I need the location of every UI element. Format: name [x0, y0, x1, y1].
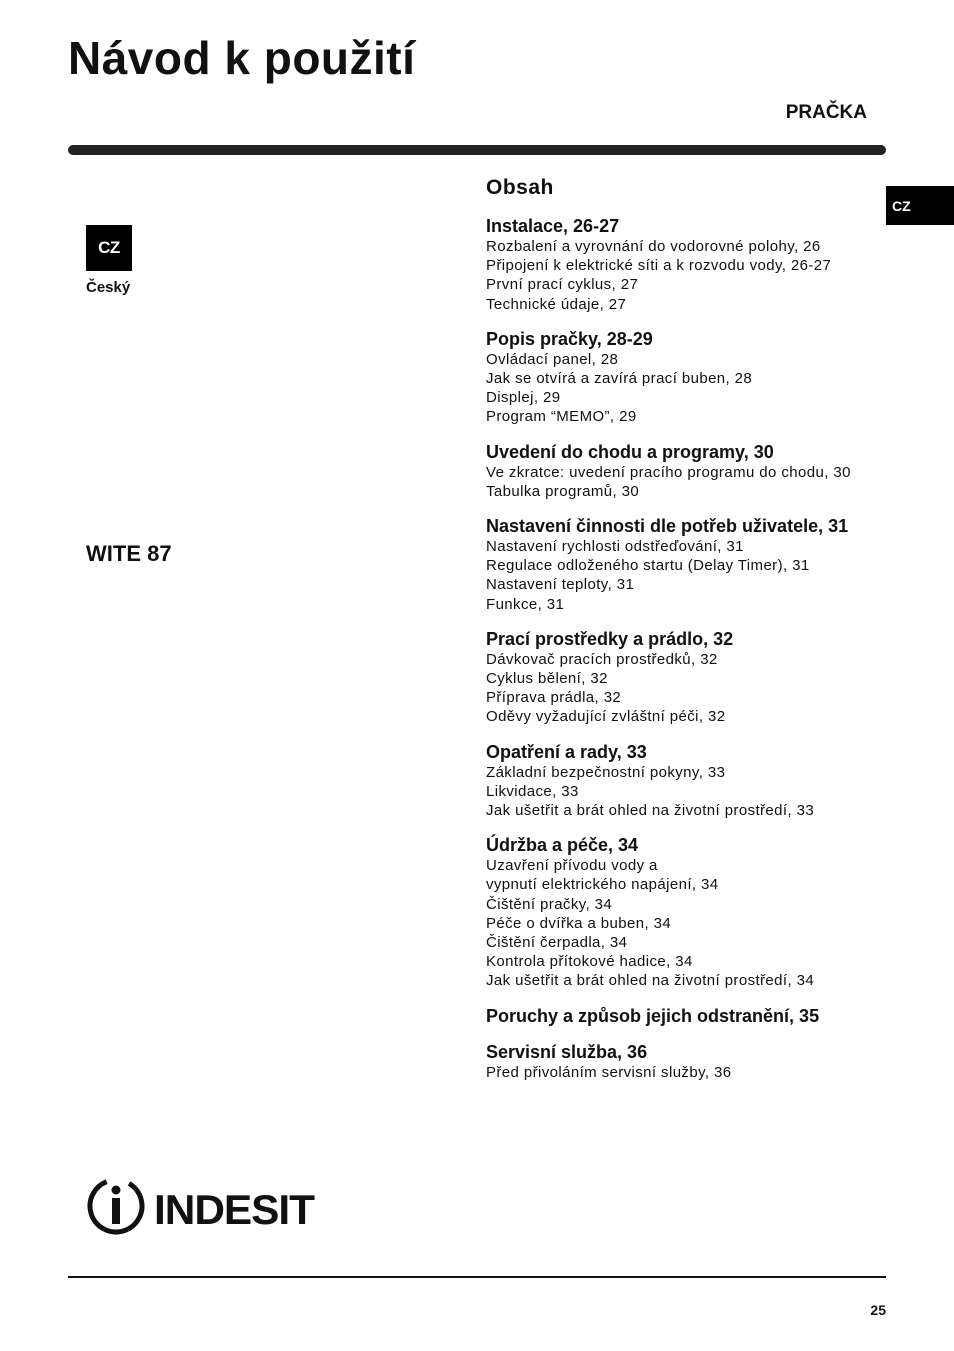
toc-item: Regulace odloženého startu (Delay Timer), 31: [486, 557, 810, 575]
toc-item: Čištění čerpadla, 34: [486, 934, 628, 952]
logo-wordmark: INDESIT: [154, 1186, 316, 1233]
toc-section-title: Nastavení činnosti dle potřeb uživatele, 31: [486, 516, 849, 537]
toc-item: Nastavení rychlosti odstřeďování, 31: [486, 538, 744, 556]
toc-item: Tabulka programů, 30: [486, 482, 640, 500]
toc-section: [486, 516, 886, 614]
table-of-contents: [486, 174, 886, 1097]
top-divider: [68, 145, 886, 155]
toc-section-title: Prací prostředky a prádlo, 32: [486, 628, 734, 649]
toc-item: Cyklus bělení, 32: [486, 670, 608, 688]
toc-section: [486, 442, 886, 501]
model-name: WITE 87: [86, 541, 172, 566]
toc-section-title: Opatření a rady, 33: [486, 741, 647, 762]
toc-item: Technické údaje, 27: [486, 295, 627, 313]
toc-item: Ovládací panel, 28: [486, 350, 619, 368]
toc-section: [486, 329, 886, 427]
toc-item: Oděvy vyžadující zvláštní péči, 32: [486, 708, 726, 726]
toc-section-title: Servisní služba, 36: [486, 1041, 648, 1062]
toc-sections: [486, 216, 886, 1082]
toc-section: [486, 1006, 886, 1027]
toc-section-title: Uvedení do chodu a programy, 30: [486, 441, 774, 462]
toc-item: Displej, 29: [486, 389, 561, 407]
language-name: Český: [86, 279, 131, 296]
toc-section: [486, 742, 886, 821]
toc-item: Funkce, 31: [486, 595, 565, 613]
toc-item: Jak ušetřit a brát ohled na životní prostředí, 34: [486, 972, 815, 990]
toc-section: [486, 629, 886, 727]
toc-item: Dávkovač pracích prostředků, 32: [486, 650, 718, 668]
toc-item: Program “MEMO”, 29: [486, 408, 637, 426]
toc-item: Čištění pračky, 34: [486, 895, 613, 913]
toc-item: Jak ušetřit a brát ohled na životní prostředí, 33: [486, 802, 815, 820]
toc-section-title: Údržba a péče, 34: [486, 835, 639, 856]
toc-section-title: Popis pračky, 28-29: [486, 328, 653, 349]
page-title: Návod k použití: [68, 32, 416, 84]
toc-item: Základní bezpečnostní pokyny, 33: [486, 763, 726, 781]
toc-item: Jak se otvírá a zavírá prací buben, 28: [486, 370, 753, 388]
toc-item: Před přivoláním servisní služby, 36: [486, 1063, 732, 1081]
toc-section: [486, 835, 886, 990]
toc-item: Rozbalení a vyrovnání do vodorovné polohy, 26: [486, 238, 821, 255]
toc-item: Nastavení teploty, 31: [486, 576, 635, 594]
toc-item: Příprava prádla, 32: [486, 689, 622, 707]
toc-section-title: Instalace, 26-27: [486, 216, 620, 236]
toc-item: Péče o dvířka a buben, 34: [486, 914, 672, 932]
language-side-tab: CZ: [886, 186, 954, 225]
toc-item: Uzavření přívodu vody a: [486, 857, 658, 875]
product-type-label: PRAČKA: [785, 102, 867, 123]
toc-section: [486, 216, 886, 314]
page-number: 25: [870, 1302, 886, 1318]
toc-item: Připojení k elektrické síti a k rozvodu vody, 26-27: [486, 257, 832, 275]
toc-item: První prací cyklus, 27: [486, 276, 639, 294]
toc-heading: Obsah: [486, 176, 554, 199]
toc-section: [486, 1042, 886, 1082]
toc-section-title: Poruchy a způsob jejich odstranění, 35: [486, 1005, 820, 1026]
toc-item: Ve zkratce: uvedení pracího programu do chodu, 30: [486, 463, 851, 481]
indesit-logo: [86, 1176, 316, 1236]
toc-item: vypnutí elektrického napájení, 34: [486, 876, 719, 894]
language-badge: CZ: [86, 225, 132, 271]
toc-item: Kontrola přítokové hadice, 34: [486, 953, 693, 971]
bottom-divider: [68, 1276, 886, 1278]
toc-item: Likvidace, 33: [486, 782, 579, 800]
